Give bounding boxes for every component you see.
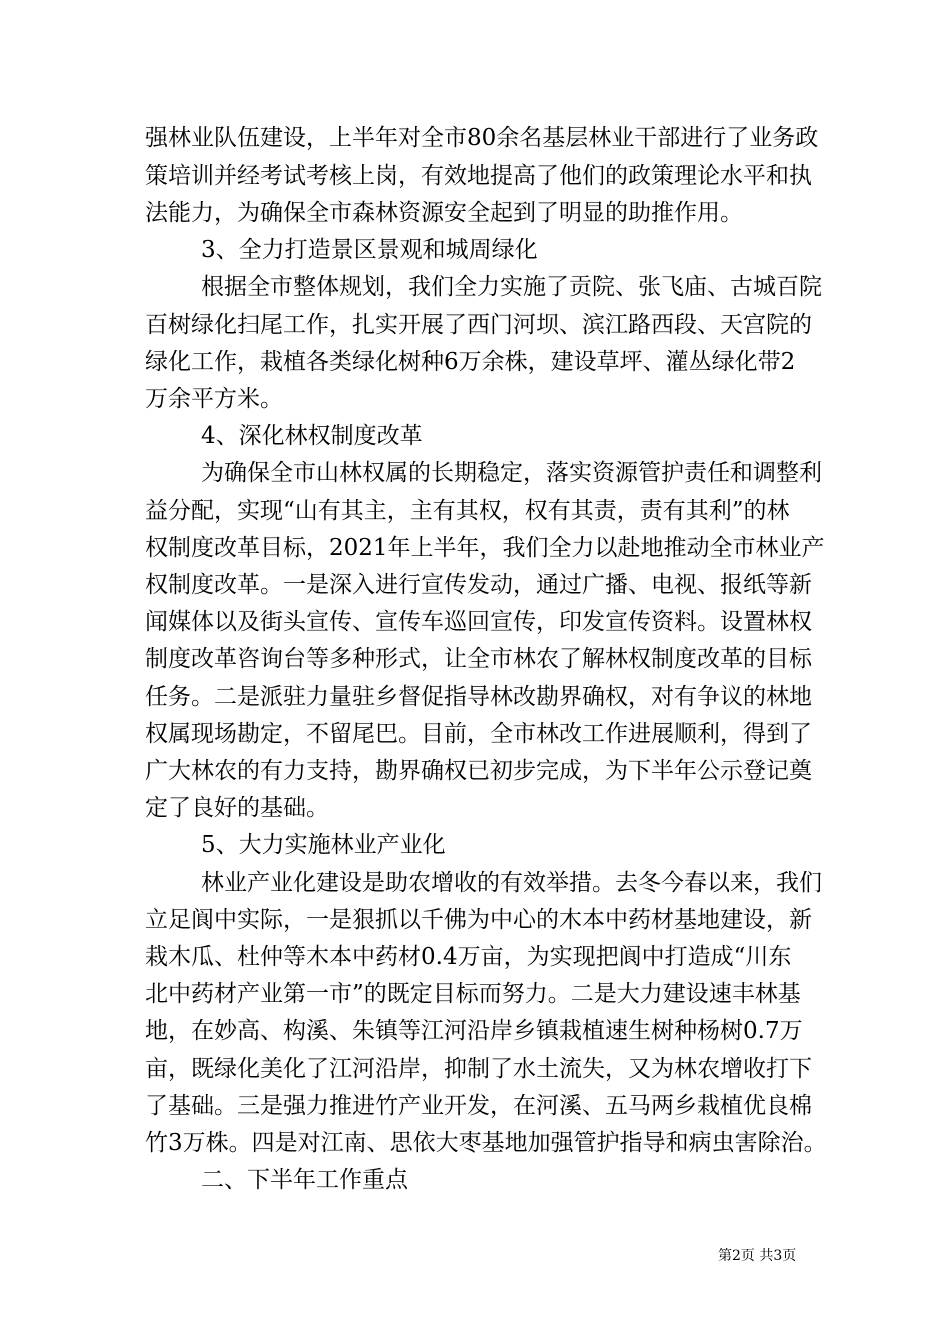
body-text-line: 万余平方米。 bbox=[145, 386, 283, 412]
body-text-line: 闻媒体以及街头宣传、宣传车巡回宣传，印发宣传资料。设置林权 bbox=[145, 609, 812, 635]
body-text-line: 了基础。三是强力推进竹产业开发，在河溪、五马两乡栽植优良棉 bbox=[145, 1093, 812, 1119]
body-text-line: 北中药材产业第一市”的既定目标而努力。二是大力建设速丰林基 bbox=[145, 981, 801, 1007]
body-text-line: 竹3万株。四是对江南、思依大枣基地加强管护指导和病虫害除治。 bbox=[145, 1130, 827, 1156]
body-text-line: 立足阆中实际，一是狠抓以千佛为中心的木本中药材基地建设，新 bbox=[145, 907, 812, 933]
body-text-line: 制度改革咨询台等多种形式，让全市林农了解林权制度改革的目标 bbox=[145, 646, 812, 672]
body-text-line: 绿化工作，栽植各类绿化树种6万余株，建设草坪、灌丛绿化带2 bbox=[145, 349, 796, 375]
section-heading: 5、大力实施林业产业化 bbox=[201, 832, 446, 858]
body-text-line: 林业产业化建设是助农增收的有效举措。去冬今春以来，我们 bbox=[201, 870, 822, 896]
body-text-line: 百树绿化扫尾工作，扎实开展了西门河坝、滨江路西段、天宫院的 bbox=[145, 312, 812, 338]
section-heading: 4、深化林权制度改革 bbox=[201, 423, 423, 449]
body-text-line: 广大林农的有力支持，勘界确权已初步完成，为下半年公示登记奠 bbox=[145, 758, 812, 784]
body-text-line: 益分配，实现“山有其主，主有其权，权有其责，责有其利”的林 bbox=[145, 498, 790, 524]
body-text-line: 栽木瓜、杜仲等木本中药材0.4万亩，为实现把阆中打造成“川东 bbox=[145, 944, 792, 970]
body-text-line: 权制度改革。一是深入进行宣传发动，通过广播、电视、报纸等新 bbox=[145, 572, 812, 598]
body-text-line: 法能力，为确保全市森林资源安全起到了明显的助推作用。 bbox=[145, 200, 743, 226]
body-text-line: 根据全市整体规划，我们全力实施了贡院、张飞庙、古城百院 bbox=[201, 274, 822, 300]
body-text-line: 为确保全市山林权属的长期稳定，落实资源管护责任和调整利 bbox=[201, 460, 822, 486]
section-heading: 二、下半年工作重点 bbox=[201, 1167, 408, 1193]
section-heading: 3、全力打造景区景观和城周绿化 bbox=[201, 237, 538, 263]
body-text-line: 任务。二是派驻力量驻乡督促指导林改勘界确权，对有争议的林地 bbox=[145, 684, 812, 710]
page-number-footer: 第2页 共3页 bbox=[718, 1248, 797, 1264]
body-text-line: 权制度改革目标，2021年上半年，我们全力以赴地推动全市林业产 bbox=[145, 535, 825, 561]
body-text-line: 权属现场勘定，不留尾巴。目前，全市林改工作进展顺利，得到了 bbox=[145, 721, 812, 747]
body-text-line: 强林业队伍建设，上半年对全市80余名基层林业干部进行了业务政 bbox=[145, 125, 819, 151]
body-text-line: 地，在妙高、构溪、朱镇等江河沿岸乡镇栽植速生树种杨树0.7万 bbox=[145, 1018, 803, 1044]
body-text-line: 定了良好的基础。 bbox=[145, 795, 329, 821]
body-text-line: 策培训并经考试考核上岗，有效地提高了他们的政策理论水平和执 bbox=[145, 163, 812, 189]
body-text-line: 亩，既绿化美化了江河沿岸，抑制了水土流失，又为林农增收打下 bbox=[145, 1056, 812, 1082]
